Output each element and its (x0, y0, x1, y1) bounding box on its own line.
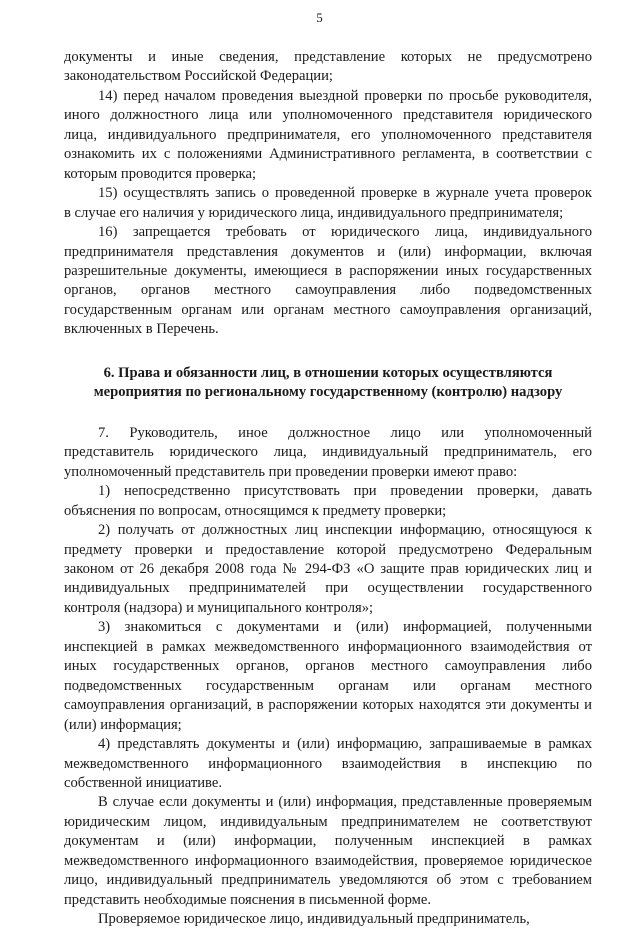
text-line: ознакомить их с положениями Административного регламента, в соответствии с (64, 146, 592, 163)
text-line: 14) перед началом проведения выездной проверки по просьбе руководителя, (98, 87, 592, 104)
text-line: подведомственных государственным органам или органам местного (64, 677, 592, 694)
text-line: иных государственных органов, органов местного самоуправления либо (64, 658, 592, 675)
text-line: объяснения по вопросам, относящимся к предмету проверки; (64, 502, 447, 519)
text-line: представитель юридического лица, индивидуальный предприниматель, его (64, 444, 592, 461)
text-line: законом от 26 декабря 2008 года № 294-ФЗ «О защите прав юридических лиц и (64, 560, 592, 577)
text-line: контроля (надзора) и муниципального контроля»; (64, 599, 374, 616)
text-line: 3) знакомиться с документами и (или) информацией, полученными (98, 619, 592, 636)
text-line: лицо, индивидуальный предприниматель уведомляются об этом с требованием (64, 872, 592, 889)
paragraph-group-2 (64, 424, 592, 930)
text-line: уполномоченный представитель при проведении проверки имеют право: (64, 463, 518, 480)
text-line: в случае его наличия у юридического лица, индивидуального предпринимателя; (64, 204, 564, 221)
page-number: 5 (316, 10, 323, 25)
text-line: разрешительные документы, имеющиеся в распоряжении иных государственных (64, 262, 592, 279)
text-line: В случае если документы и (или) информация, представленные проверяемым (98, 794, 592, 811)
text-line: документы и иные сведения, представление которых не предусмотрено (64, 49, 592, 65)
text-line: индивидуальных предпринимателей при осуществлении государственного (64, 580, 592, 597)
text-line: 16) запрещается требовать от юридического лица, индивидуального (98, 224, 592, 241)
text-line: предмету проверки и предоставление которой предусмотрено Федеральным (64, 541, 592, 558)
section-heading (64, 364, 592, 402)
text-line: которым проводится проверка; (64, 165, 257, 182)
text-line: 2) получать от должностных лиц инспекции информацию, относящуюся к (98, 522, 592, 539)
text-line: (или) информация; (64, 716, 182, 733)
text-line: 1) непосредственно присутствовать при проведении проверки, давать (98, 483, 592, 500)
text-line: собственной инициативе. (64, 774, 222, 791)
text-line: 4) представлять документы и (или) информацию, запрашиваемые в рамках (98, 736, 592, 753)
text-line: органов, органов местного самоуправления либо подведомственных (64, 282, 592, 299)
text-line: Проверяемое юридическое лицо, индивидуальный предприниматель, (98, 911, 530, 928)
text-line: инспекцией в рамках межведомственного информационного взаимодействия от (64, 638, 592, 655)
section-heading-line-2: мероприятия по региональному государственному (контролю) надзору (93, 383, 563, 400)
text-line: 15) осуществлять запись о проведенной проверке в журнале учета проверок (98, 185, 592, 202)
text-line: представить необходимые пояснения в письменной форме. (64, 891, 432, 908)
text-line: самоуправления организаций, в распоряжении которых находятся эти документы и (64, 697, 592, 714)
text-line: лица, индивидуального предпринимателя, его уполномоченного представителя (64, 126, 592, 143)
text-line: юридическим лицом, индивидуальным предпринимателем не соответствуют (64, 813, 592, 830)
text-line: предпринимателя представления документов и (или) информации, включая (64, 243, 592, 260)
document-body (64, 48, 592, 930)
text-line: 7. Руководитель, иное должностное лицо или уполномоченный (98, 424, 592, 441)
text-line: межведомственного информационного взаимодействия, проверяемое юридическое (64, 852, 592, 869)
paragraph-group-1 (64, 48, 592, 340)
text-line: включенных в Перечень. (64, 321, 219, 338)
text-line: документам и (или) информации, полученным инспекцией в рамках (64, 833, 592, 850)
text-line: межведомственного информационного взаимодействия в инспекцию по (64, 755, 592, 772)
text-line: государственным органам или органам местного самоуправления организаций, (64, 301, 592, 318)
section-heading-line-1: 6. Права и обязанности лиц, в отношении которых осуществляются (103, 364, 553, 381)
text-line: иного должностного лица или уполномоченного представителя юридического (64, 107, 592, 124)
text-line: законодательством Российской Федерации; (64, 68, 333, 85)
